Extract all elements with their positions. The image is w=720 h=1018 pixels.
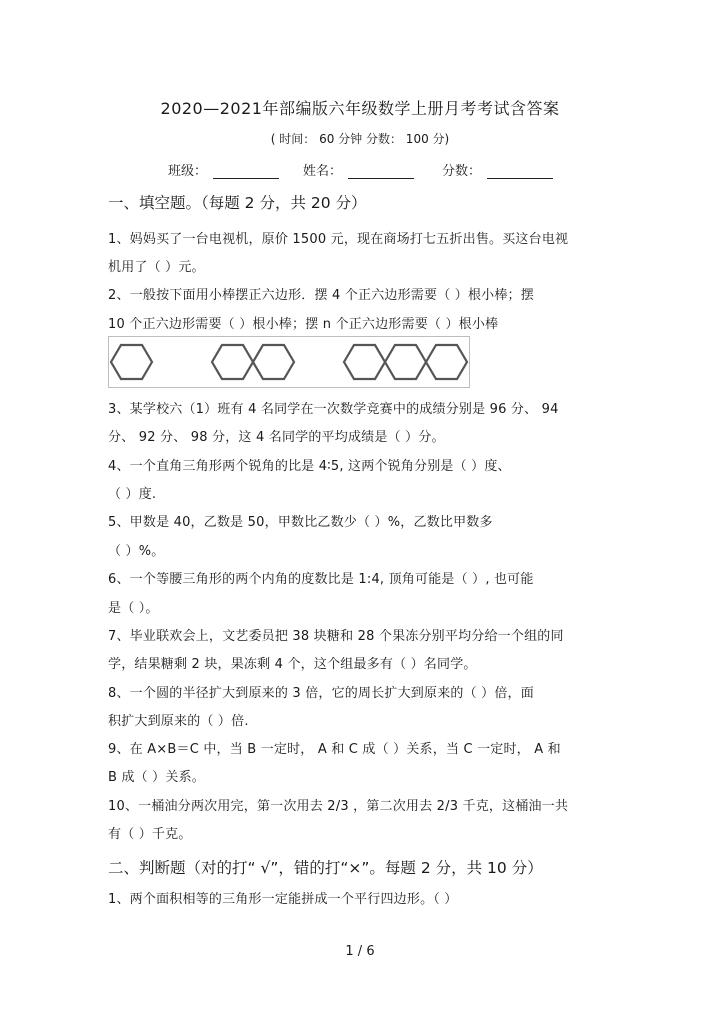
question-9-line-2: B 成（ ）关系。 (108, 770, 205, 785)
hexagon-stick-diagram (109, 337, 469, 387)
question-10-line-1: 10、一桶油分两次用完，第一次用去 2/3 ，第二次用去 2/3 千克，这桶油一共 (108, 799, 569, 814)
hexagon-2a (212, 345, 253, 379)
question-6-line-2: 是（ ）。 (108, 601, 159, 616)
section-true-false-heading: 二、判断题（对的打“ √”，错的打“×”。每题 2 分，共 10 分） (108, 859, 543, 877)
question-7-line-1: 7、毕业联欢会上，文艺委员把 38 块糖和 28 个果冻分别平均分给一个组的同 (108, 629, 564, 644)
page-title: 2020—2021年部编版六年级数学上册月考考试含答案 (160, 99, 560, 118)
hexagon-3a (344, 345, 385, 379)
question-4-line-1: 4、一个直角三角形两个锐角的比是 4∶5, 这两个锐角分别是（ ）度、 (108, 459, 511, 474)
question-9-line-1: 9、在 A×B＝C 中，当 B 一定时， A 和 C 成（ ）关系，当 C 一定时， A 和 (108, 742, 561, 757)
question-6-line-1: 6、一个等腰三角形的两个内角的度数比是 1:4, 顶角可能是（ ）, 也可能 (108, 572, 534, 587)
judgment-1: 1、两个面积相等的三角形一定能拼成一个平行四边形。（ ） (108, 892, 458, 907)
question-3-line-2: 分、 92 分、 98 分，这 4 名同学的平均成绩是（ ）分。 (108, 430, 445, 445)
question-1-line-1: 1、妈妈买了一台电视机，原价 1500 元，现在商场打七五折出售。买这台电视 (108, 232, 569, 247)
question-10-line-2: 有（ ）千克。 (108, 827, 192, 842)
name-blank (348, 164, 414, 179)
class-blank (213, 164, 279, 179)
question-4-line-2: （ ）度. (108, 487, 157, 502)
hexagon-figure (108, 336, 470, 388)
hexagon-2b (253, 345, 294, 379)
class-field (168, 160, 279, 179)
hexagon-3c (426, 345, 467, 379)
hexagon-1 (111, 345, 152, 379)
hexagon-3b (385, 345, 426, 379)
page-number: 1 / 6 (345, 944, 375, 959)
score-field (442, 160, 553, 179)
exam-meta: ( 时间： 60 分钟 分数： 100 分) (270, 132, 450, 146)
question-1-line-2: 机用了（ ）元。 (108, 260, 205, 275)
question-2-line-2: 10 个正六边形需要（ ）根小棒；摆 n 个正六边形需要（ ）根小棒 (108, 317, 499, 332)
class-label: 班级： (168, 164, 208, 179)
score-label: 分数： (442, 164, 482, 179)
question-5-line-2: （ ）%。 (108, 544, 165, 559)
score-blank (487, 164, 553, 179)
question-8-line-1: 8、一个圆的半径扩大到原来的 3 倍，它的周长扩大到原来的（ ）倍，面 (108, 686, 534, 701)
question-5-line-1: 5、甲数是 40，乙数是 50，甲数比乙数少（ ）%，乙数比甲数多 (108, 515, 493, 530)
question-8-line-2: 积扩大到原来的（ ）倍. (108, 714, 249, 729)
question-3-line-1: 3、某学校六（1）班有 4 名同学在一次数学竞赛中的成绩分别是 96 分、 94 (108, 402, 559, 417)
question-7-line-2: 学，结果糖剩 2 块，果冻剩 4 个，这个组最多有（ ）名同学。 (108, 657, 477, 672)
name-field (303, 160, 414, 179)
question-2-line-1: 2、一般按下面用小棒摆正六边形．摆 4 个正六边形需要（ ）根小棒；摆 (108, 288, 534, 303)
section-fill-in-heading: 一、填空题。（每题 2 分，共 20 分） (108, 194, 367, 212)
name-label: 姓名： (303, 164, 343, 179)
